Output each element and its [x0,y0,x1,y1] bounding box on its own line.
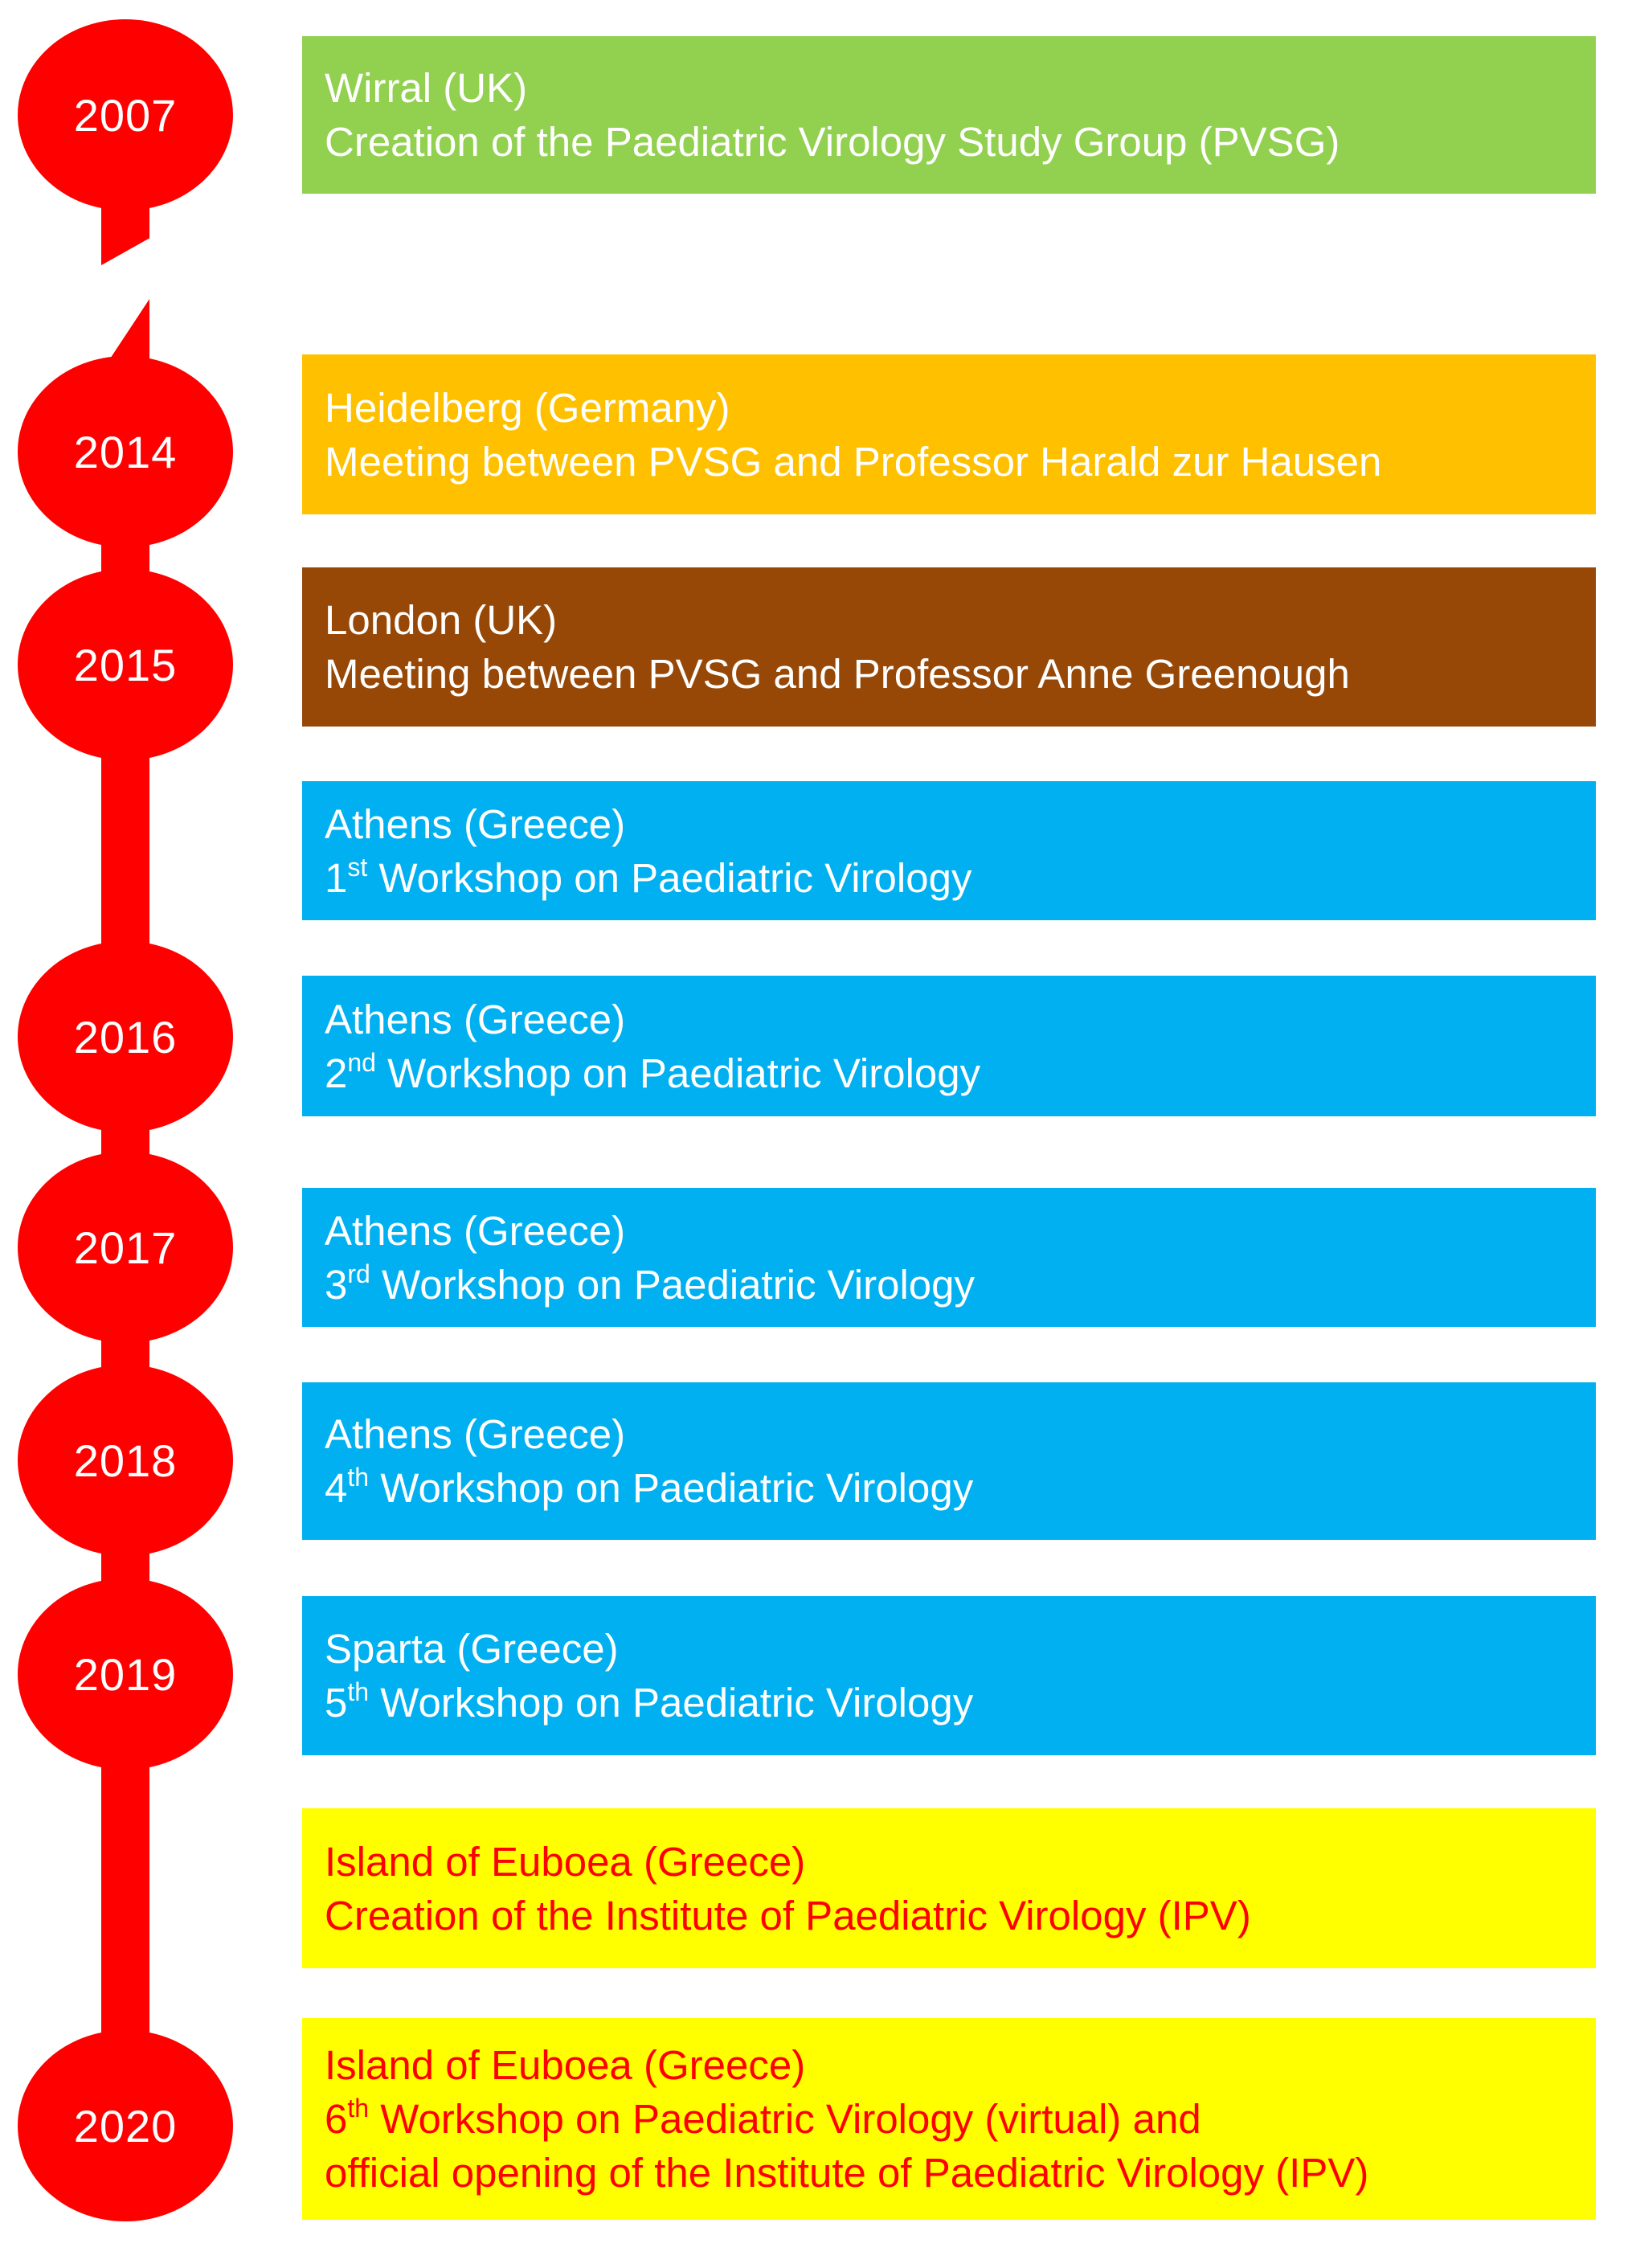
event-location [325,61,1596,115]
event-text: Athens (Greece) [325,1411,626,1457]
ordinal-number: 1 [325,854,348,901]
event-text: Workshop on Paediatric Virology [370,1261,976,1308]
event-text: Workshop on Paediatric Virology (virtual) and [369,2096,1201,2142]
event-text: official opening of the Institute of Paediatric Virology (IPV) [325,2150,1369,2196]
event-location [325,797,1596,851]
event-text: London (UK) [325,597,558,643]
event-location [325,1622,1596,1676]
event-box [302,1808,1596,1968]
ordinal-suffix: th [347,1677,370,1706]
event-text: Athens (Greece) [325,996,626,1042]
event-text: Workshop on Paediatric Virology [375,1050,981,1096]
event-box [302,1382,1596,1540]
year-circle-2014 [18,356,233,547]
ordinal-number: 6 [325,2096,348,2142]
year-label: 2007 [73,89,178,141]
ordinal-number: 5 [325,1680,348,1726]
event-text: Sparta (Greece) [325,1626,619,1672]
event-box [302,781,1596,920]
event-description [325,2146,1596,2200]
ordinal-suffix: st [347,852,368,882]
year-circle-2015 [18,569,233,760]
event-description [325,115,1596,169]
event-box [302,36,1596,194]
event-box [302,567,1596,727]
year-label: 2015 [73,639,178,690]
year-label: 2016 [73,1011,178,1062]
year-label: 2019 [73,1648,178,1700]
event-text: Athens (Greece) [325,800,626,847]
event-text: Workshop on Paediatric Virology [369,1465,974,1511]
event-text: Workshop on Paediatric Virology [369,1680,974,1726]
event-box [302,354,1596,514]
event-description [325,2092,1596,2146]
ordinal-number: 3 [325,1261,348,1308]
event-description [325,647,1596,701]
event-text: Meeting between PVSG and Professor Anne Greenough [325,651,1350,697]
event-location [325,1407,1596,1461]
year-label: 2020 [73,2100,178,2151]
event-location [325,2038,1596,2092]
ordinal-suffix: rd [347,1259,370,1288]
ordinal-suffix: nd [347,1047,376,1077]
event-box [302,1188,1596,1327]
year-circle-2007 [18,19,233,211]
event-location [325,1835,1596,1889]
event-location [325,593,1596,647]
event-location [325,993,1596,1046]
event-description [325,1889,1596,1943]
event-text: Athens (Greece) [325,1207,626,1254]
event-description [325,1676,1596,1730]
event-location [325,381,1596,435]
event-description [325,1258,1596,1312]
event-box [302,976,1596,1116]
year-circle-2018 [18,1365,233,1556]
year-circle-2017 [18,1152,233,1343]
event-location [325,1204,1596,1258]
event-description [325,435,1596,489]
year-circle-2019 [18,1578,233,1770]
event-box [302,1596,1596,1755]
ordinal-number: 2 [325,1050,348,1096]
event-description [325,851,1596,905]
event-text: Creation of the Institute of Paediatric Virology (IPV) [325,1892,1251,1938]
ordinal-suffix: th [347,1463,370,1492]
event-text: Workshop on Paediatric Virology [367,854,972,901]
year-label: 2014 [73,426,178,477]
event-text: Wirral (UK) [325,65,528,111]
event-description [325,1461,1596,1515]
year-circle-2016 [18,941,233,1132]
event-text: Island of Euboea (Greece) [325,1838,806,1885]
event-description [325,1046,1596,1100]
year-label: 2018 [73,1435,178,1486]
year-label: 2017 [73,1222,178,1273]
event-text: Heidelberg (Germany) [325,384,730,431]
event-text: Meeting between PVSG and Professor Harald zur Hausen [325,438,1382,485]
ordinal-number: 4 [325,1465,348,1511]
event-box [302,2018,1596,2220]
event-text: Island of Euboea (Greece) [325,2042,806,2088]
year-circle-2020 [18,2030,233,2221]
ordinal-suffix: th [347,2094,370,2123]
event-text: Creation of the Paediatric Virology Study Group (PVSG) [325,119,1340,165]
